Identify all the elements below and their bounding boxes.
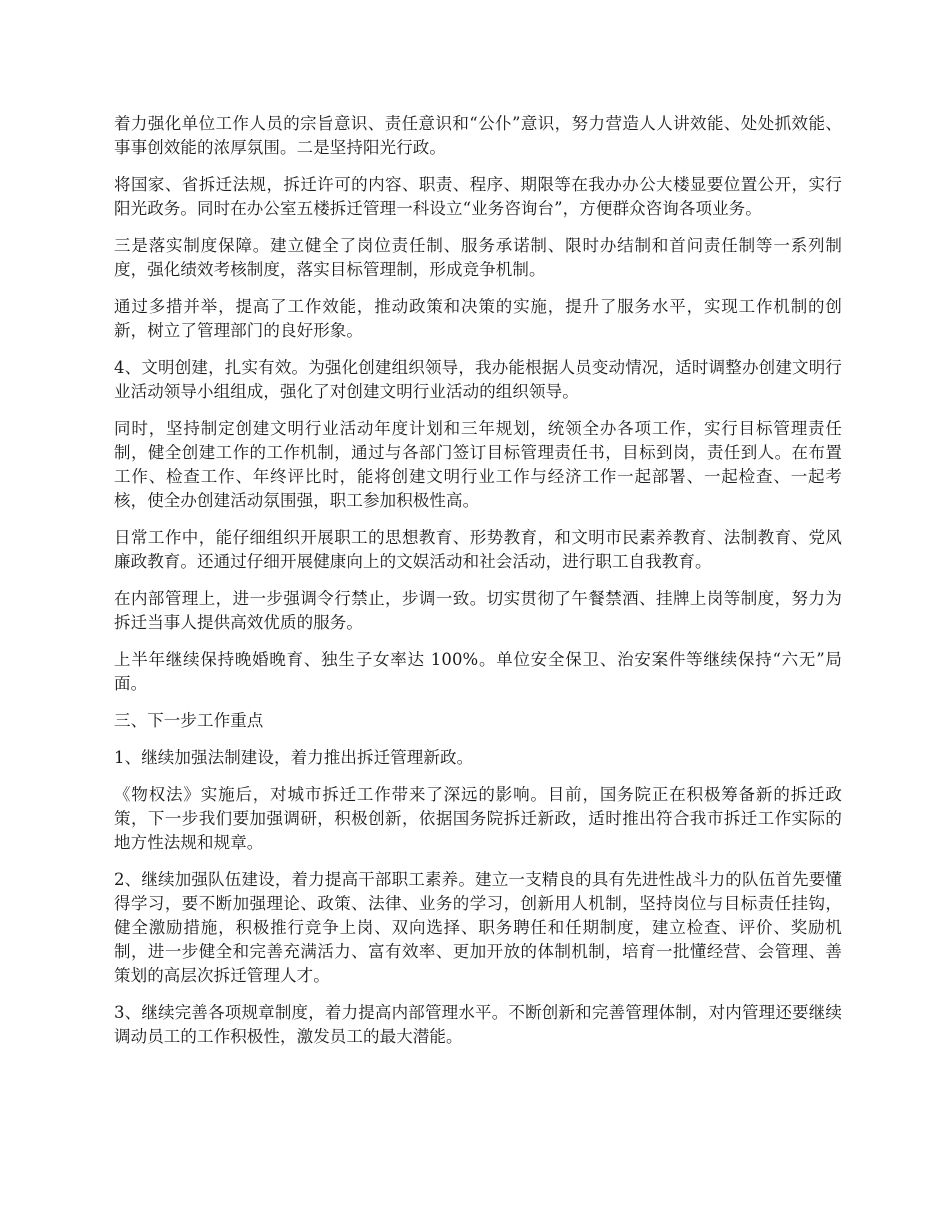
- paragraph-2: 将国家、省拆迁法规，拆迁许可的内容、职责、程序、期限等在我办办公大楼显要位置公开，实行阳光政务。同时在办公室五楼拆迁管理一科设立“业务咨询台”，方便群众咨询各项业务。: [114, 175, 842, 218]
- paragraph-8: 在内部管理上，进一步强调令行禁止，步调一致。切实贯彻了午餐禁酒、挂牌上岗等制度，努力为拆迁当事人提供高效优质的服务。: [114, 589, 842, 632]
- paragraph-4: 通过多措并举，提高了工作效能，推动政策和决策的实施，提升了服务水平，实现工作机制的创新，树立了管理部门的良好形象。: [114, 297, 842, 340]
- paragraph-6: 同时，坚持制定创建文明行业活动年度计划和三年规划，统领全办各项工作，实行目标管理责任制，健全创建工作的工作机制，通过与各部门签订目标管理责任书，目标到岗，责任到人。在布置工作、检查工作、年终评比时，能将创建文明行业工作与经济工作一起部署、一起检查、一起考核，使全办创建活动氛围强，职工参加积极性高。: [114, 419, 842, 510]
- section-heading: 三、下一步工作重点: [114, 711, 264, 730]
- paragraph-3: 三是落实制度保障。建立健全了岗位责任制、服务承诺制、限时办结制和首问责任制等一系列制度，强化绩效考核制度，落实目标管理制，形成竞争机制。: [114, 236, 842, 279]
- paragraph-13: 2、继续加强队伍建设，着力提高干部职工素养。建立一支精良的具有先进性战斗力的队伍首先要懂得学习，要不断加强理论、政策、法律、业务的学习，创新用人机制，坚持岗位与目标责任挂钩，健全激励措施，积极推行竞争上岗、双向选择、职务聘任和任期制度，建立检查、评价、奖励机制，进一步健全和完善充满活力、富有效率、更加开放的体制机制，培育一批懂经营、会管理、善策划的高层次拆迁管理人才。: [114, 870, 842, 985]
- paragraph-12: 《物权法》实施后，对城市拆迁工作带来了深远的影响。目前，国务院正在积极筹备新的拆迁政策，下一步我们要加强调研，积极创新，依据国务院拆迁新政，适时推出符合我市拆迁工作实际的地方性法规和规章。: [114, 785, 842, 852]
- paragraph-1: 着力强化单位工作人员的宗旨意识、责任意识和“公仆”意识，努力营造人人讲效能、处处抓效能、事事创效能的浓厚氛围。二是坚持阳光行政。: [114, 114, 842, 157]
- paragraph-5: 4、文明创建，扎实有效。为强化创建组织领导，我办能根据人员变动情况，适时调整办创建文明行业活动领导小组组成，强化了对创建文明行业活动的组织领导。: [114, 358, 842, 401]
- paragraph-11: 1、继续加强法制建设，着力推出拆迁管理新政。: [114, 748, 474, 767]
- paragraph-7: 日常工作中，能仔细组织开展职工的思想教育、形势教育，和文明市民素养教育、法制教育、党风廉政教育。还通过仔细开展健康向上的文娱活动和社会活动，进行职工自我教育。: [114, 528, 842, 571]
- paragraph-9: 上半年继续保持晚婚晚育、独生子女率达 100%。单位安全保卫、治安案件等继续保持“六无”局面。: [114, 650, 842, 693]
- paragraph-14: 3、继续完善各项规章制度，着力提高内部管理水平。不断创新和完善管理体制，对内管理还要继续调动员工的工作积极性，激发员工的最大潜能。: [114, 1003, 842, 1046]
- document-body: [114, 112, 842, 1062]
